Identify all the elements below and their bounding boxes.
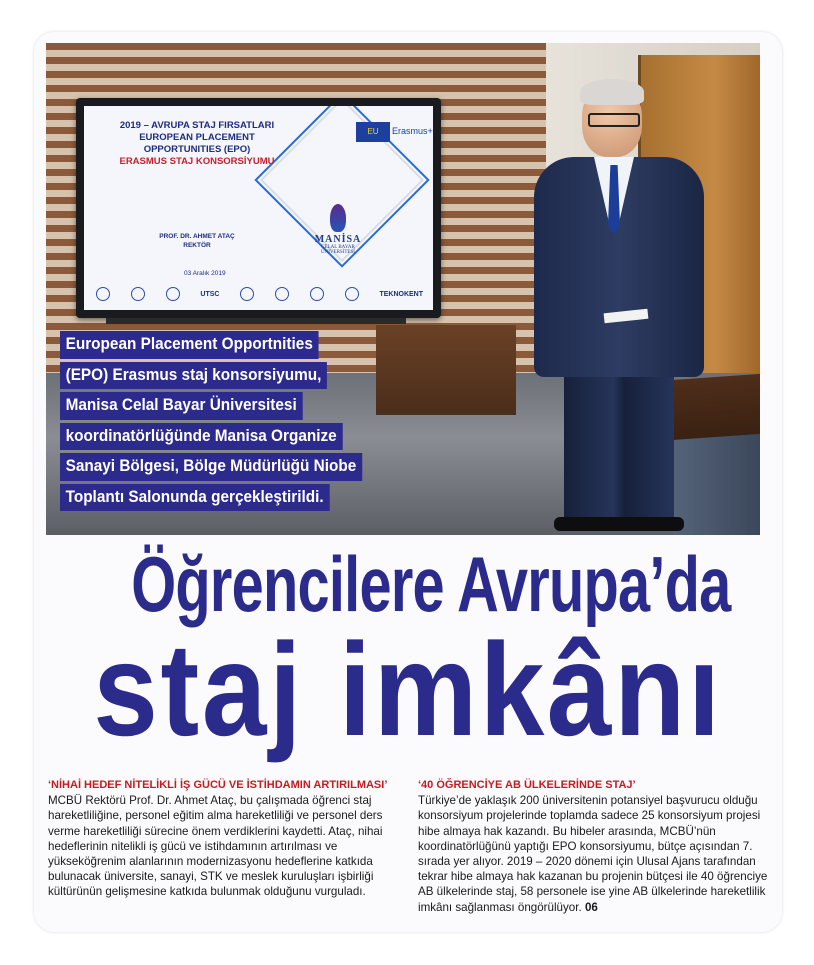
partner-logo-icon (345, 287, 359, 301)
partner-logo-icon (131, 287, 145, 301)
partner-logo-icon (310, 287, 324, 301)
partner-logo-icon (275, 287, 289, 301)
university-name: MANİSA (314, 234, 362, 245)
partner-logo-icon (166, 287, 180, 301)
presenter-role: REKTÖR (183, 242, 211, 249)
slide-title-line: 2019 – AVRUPA STAJ FIRSATLARI (119, 120, 275, 131)
column-body: MCBÜ Rektörü Prof. Dr. Ahmet Ataç, bu çalışmada öğrenci staj hareketliliğine, personel eğitim alma hareketliliği ve personel ders verme hareketliliği sürecine önem verdiklerini kaydetti. Ataç, nihai hedeflerinin nitelikli iş gücü ve istihdamının artırılması ve yükseköğrenim alanlarının modernizasyonu hedeflerine katkıda bulunacak üniversite, sanayi, STK ve meslek kuruluşları işbirliği kültürünün gelişmesine katkıda bulunmak olduğunu vurguladı. (48, 794, 383, 899)
tv-stand (106, 318, 406, 324)
column-subheading: ‘NİHAİ HEDEF NİTELİKLİ İŞ GÜCÜ VE İSTİHDAMIN ARTIRILMASI’ (48, 779, 388, 791)
column-subheading: ‘40 ÖĞRENCİYE AB ÜLKELERİNDE STAJ’ (418, 779, 636, 791)
slide-presenter (142, 232, 252, 250)
caption-line: Toplantı Salonunda gerçekleştirildi. (60, 484, 329, 512)
article-column-left (48, 778, 402, 900)
headline-line-2: staj imkânı (93, 616, 723, 763)
caption-line: koordinatörlüğünde Manisa Organize (60, 423, 342, 451)
slide (84, 106, 433, 310)
university-logo (306, 204, 370, 255)
headline (34, 536, 782, 763)
headline-line-1: Öğrencilere Avrupa’da (131, 540, 731, 628)
slide-title-line: EUROPEAN PLACEMENT (139, 132, 255, 143)
caption-line: (EPO) Erasmus staj konsorsiyumu, (60, 362, 327, 390)
page-reference: 06 (584, 900, 598, 914)
glasses-icon (588, 113, 640, 127)
caption-line: European Placement Opportnities (60, 331, 318, 359)
speaker (524, 73, 724, 535)
newspaper-clipping (34, 32, 782, 932)
university-subtitle: CELAL BAYAR ÜNİVERSİTESİ (321, 245, 355, 255)
partner-logo-utsc: UTSC (200, 290, 220, 298)
speaker-legs (564, 373, 674, 523)
eu-flag-icon: EU (356, 122, 390, 142)
presenter-name: PROF. DR. AHMET ATAÇ (159, 233, 235, 240)
partner-logo-icon (96, 287, 110, 301)
slide-title (92, 120, 302, 168)
caption-line: Manisa Celal Bayar Üniversitesi (60, 392, 302, 420)
photo-caption (60, 331, 460, 514)
slide-date: 03 Aralık 2019 (184, 270, 226, 277)
article-column-right (418, 778, 768, 915)
partner-logo-icon (240, 287, 254, 301)
partner-logos (96, 286, 423, 302)
partner-logo-teknokent: TEKNOKENT (379, 290, 423, 298)
speaker-shoes (554, 517, 684, 531)
column-body (418, 793, 768, 915)
slide-title-line: OPPORTUNITIES (EPO) (143, 144, 251, 155)
speaker-hair (580, 79, 644, 105)
erasmus-logo: Erasmus+ (392, 126, 433, 136)
slide-title-line: ERASMUS STAJ KONSORSİYUMU (119, 156, 275, 167)
flame-icon (330, 204, 346, 232)
presentation-screen (76, 98, 441, 318)
column-body-text: Türkiye’de yaklaşık 200 üniversitenin potansiyel başvurucu olduğu konsorsiyum projelerinde toplamda sadece 25 konsorsiyum projesi hibe almaya hak kazandı. Bu hibeler arasında, MCBÜ’nün koordinatörlüğünü yaptığı EPO konsorsiyumu, bütçe açısından 7. sırada yer alıyor. 2019 – 2020 dönemi için Ulusal Ajans tarafından tekrar hibe almaya hak kazanan bu projenin bütçesi ile 40 öğrenciye AB ülkelerinde staj, 58 personele ise yine AB ülkelerinde hareketlilik imkânı sağlanması öngörülüyor. (418, 794, 768, 914)
news-photo (46, 43, 760, 535)
caption-line: Sanayi Bölgesi, Bölge Müdürlüğü Niobe (60, 453, 362, 481)
